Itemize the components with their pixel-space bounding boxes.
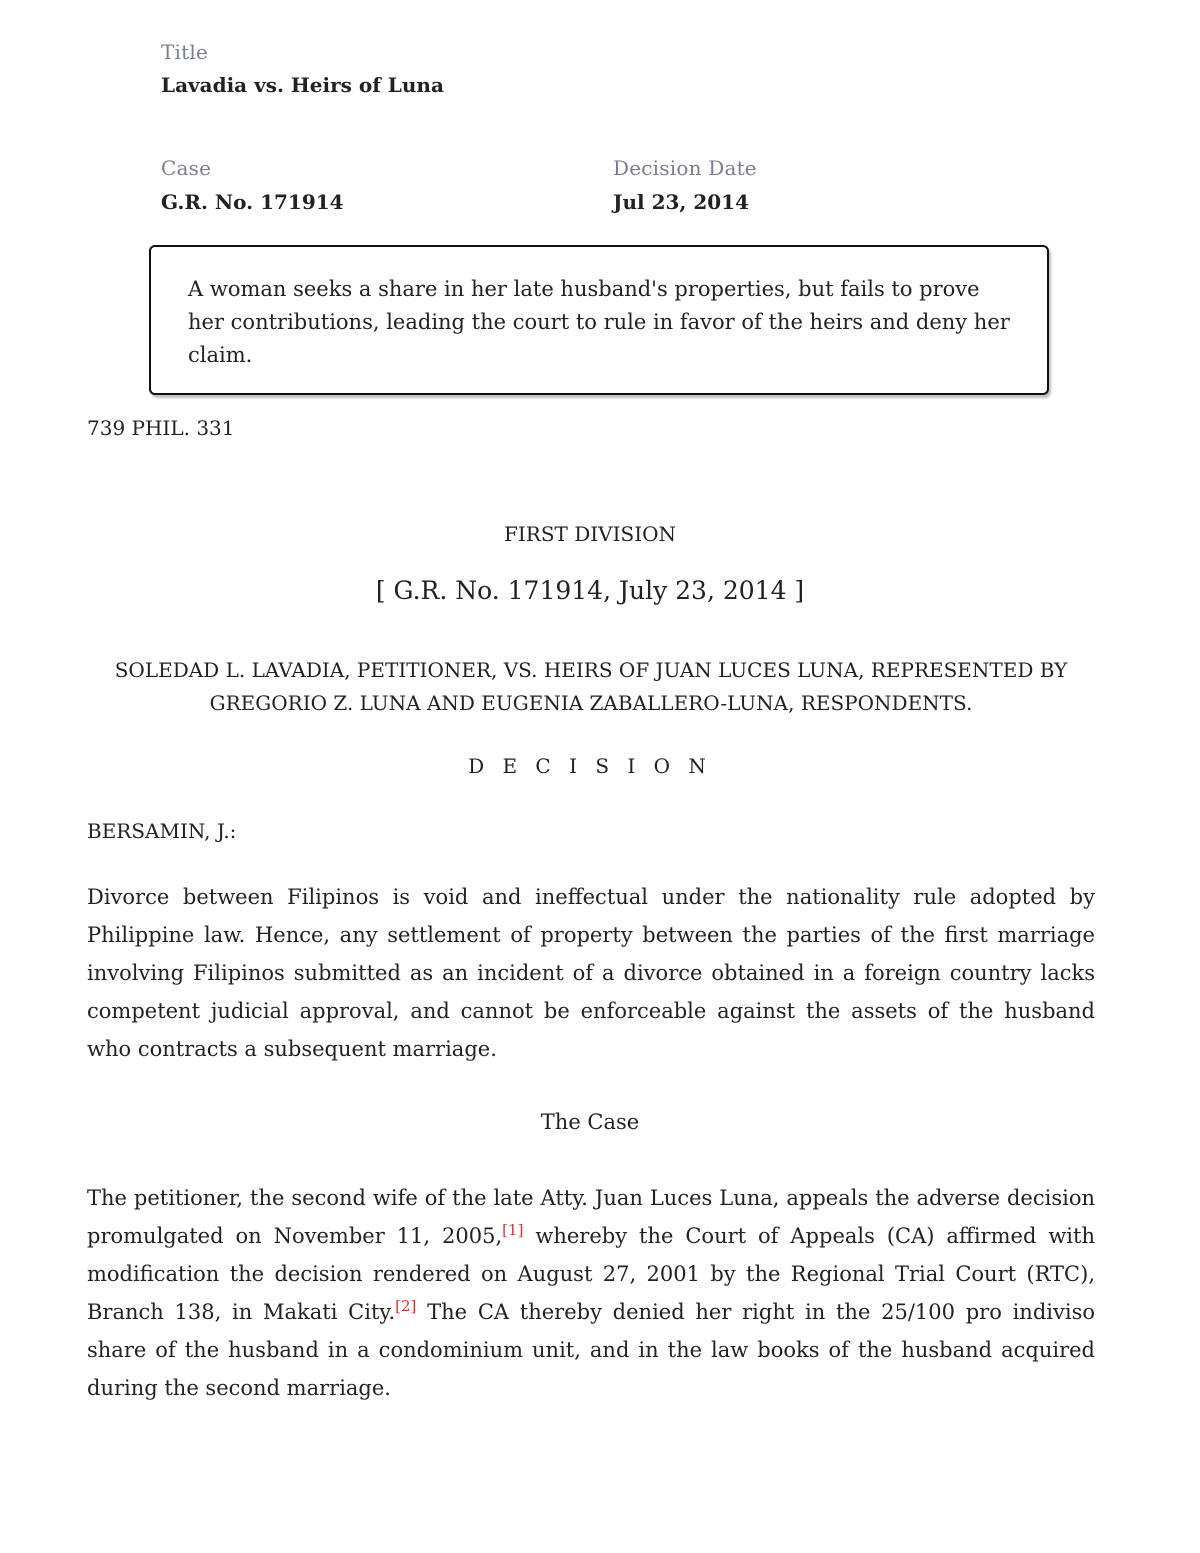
paragraph-intro: Divorce between Filipinos is void and ineffectual under the nationality rule adopted by Philippine law. Hence, any settlement of property between the parties of the first marriage involving Filipinos submitted as an incident of a divorce obtained in a foreign country lacks competent judicial approval, and cannot be enforceable against the assets of the husband who contracts a subsequent marriage. <box>87 885 1095 1061</box>
decision-date: Jul 23, 2014 <box>613 190 749 214</box>
parties-heading: SOLEDAD L. LAVADIA, PETITIONER, VS. HEIRS OF JUAN LUCES LUNA, REPRESENTED BY GREGORIO Z. LUNA AND EUGENIA ZABALLERO-LUNA, RESPONDENTS. <box>114 658 1068 715</box>
paragraph-the-case <box>87 1179 1095 1407</box>
title-label: Title <box>161 40 209 64</box>
ponente: BERSAMIN, J.: <box>87 819 237 843</box>
section-heading-the-case: The Case <box>540 1110 640 1134</box>
report-citation: 739 PHIL. 331 <box>87 416 235 440</box>
case-summary-box <box>149 245 1049 395</box>
footnote-link-1[interactable]: [1] <box>502 1221 524 1239</box>
division-heading: FIRST DIVISION <box>503 522 676 546</box>
paragraph-text: The petitioner, the second wife of the late Atty. Juan Luces Luna, appeals the adverse decision promulgated on November 11, 2005, <box>87 1186 1095 1248</box>
case-title: Lavadia vs. Heirs of Luna <box>161 73 444 97</box>
decision-date-label: Decision Date <box>613 156 757 180</box>
case-summary-text: A woman seeks a share in her late husband's properties, but fails to prove her contributions, leading the court to rule in favor of the heirs and deny her claim. <box>188 277 1010 367</box>
case-number: G.R. No. 171914 <box>161 190 344 214</box>
paragraph-text: The CA thereby denied her right in the 25/100 pro indiviso share of the husband in a condominium unit, and in the law books of the husband acquired during the second marriage. <box>87 1300 1095 1400</box>
decision-heading: D E C I S I O N <box>468 754 712 778</box>
gr-number-heading: [ G.R. No. 171914, July 23, 2014 ] <box>375 576 805 605</box>
paragraph-text: whereby the Court of Appeals (CA) affirmed with modification the decision rendered on August 27, 2001 by the Regional Trial Court (RTC), Branch 138, in Makati City. <box>87 1224 1095 1324</box>
case-label: Case <box>161 156 212 180</box>
footnote-link-2[interactable]: [2] <box>395 1297 417 1315</box>
